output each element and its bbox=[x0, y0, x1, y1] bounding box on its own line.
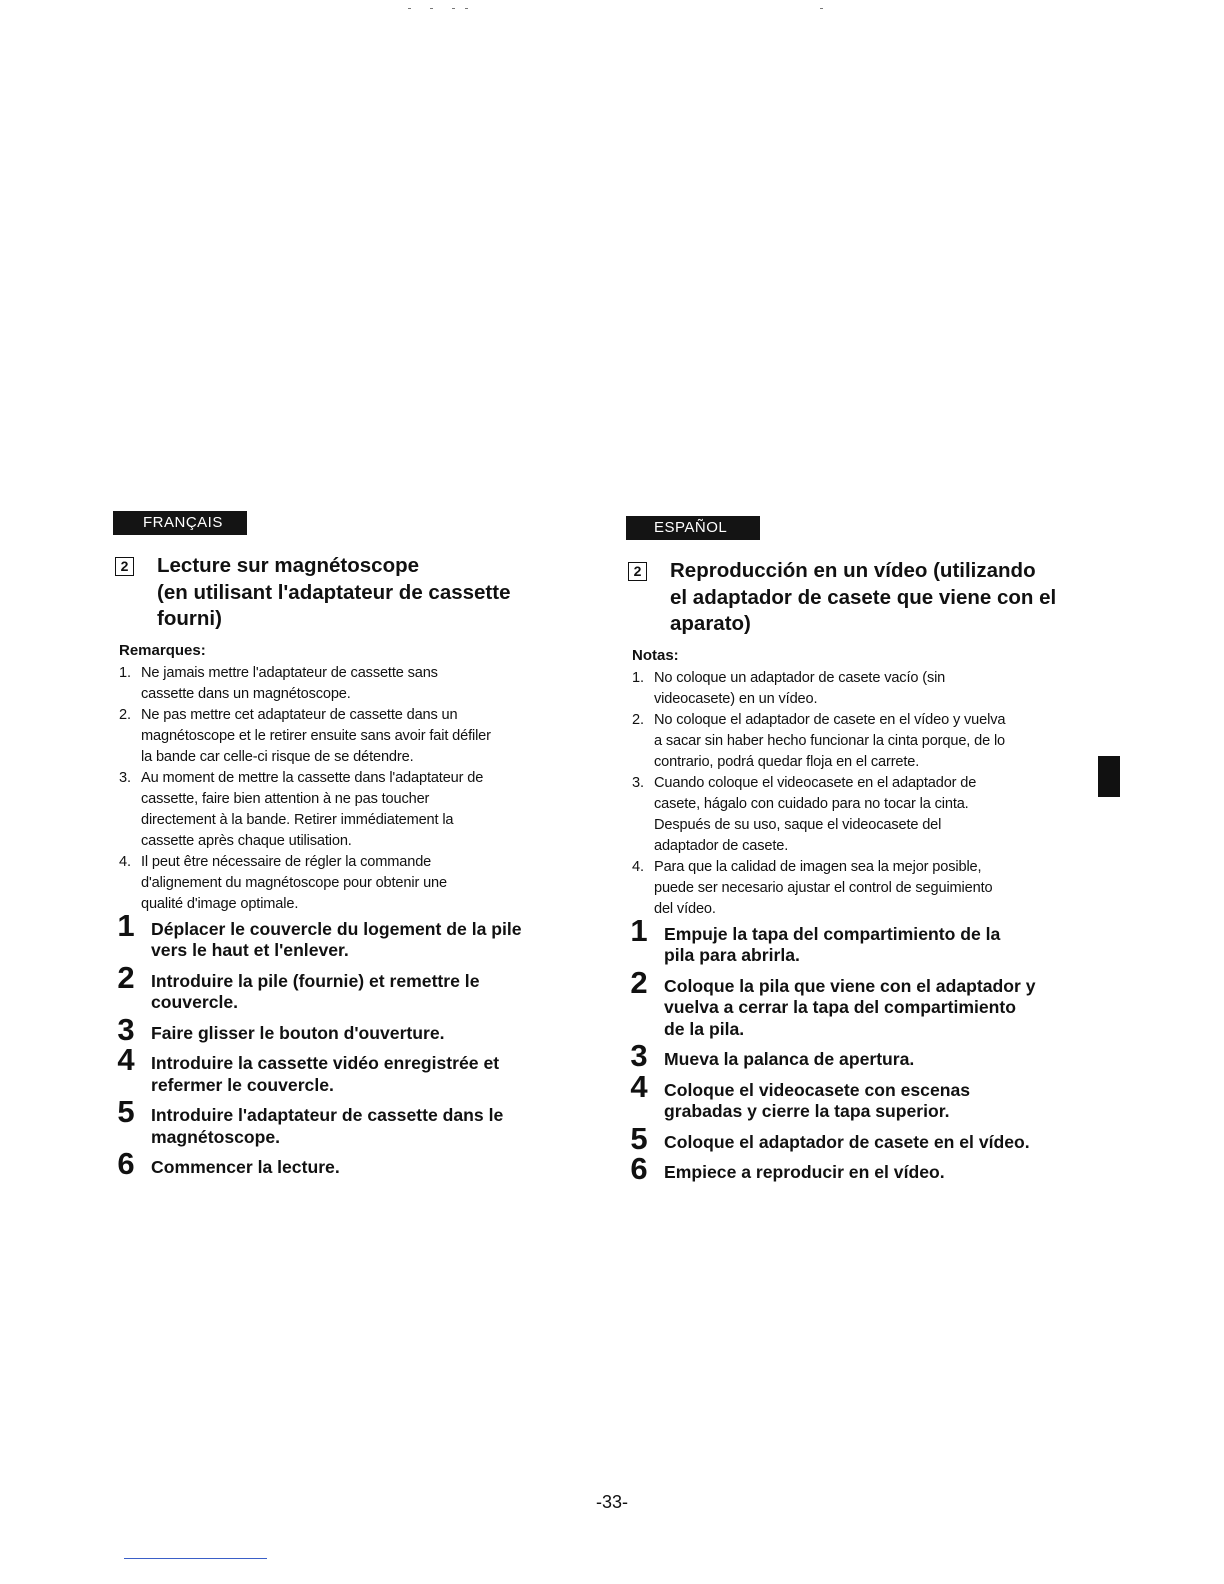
french-section-number: 2 bbox=[115, 557, 134, 576]
step-line: Introduire la cassette vidéo enregistrée et bbox=[151, 1053, 500, 1073]
note-line: casete, hágalo con cuidado para no tocar la cinta. bbox=[654, 795, 969, 812]
french-section-heading bbox=[113, 553, 583, 633]
step-text bbox=[151, 1023, 583, 1045]
step-item bbox=[626, 1151, 1086, 1186]
step-number: 3 bbox=[117, 1011, 135, 1047]
note-line: Cuando coloque el videocasete en el adaptador de bbox=[654, 774, 977, 791]
step-item bbox=[113, 1042, 583, 1096]
french-column bbox=[113, 511, 583, 1188]
spanish-language-tab: ESPAÑOL bbox=[626, 516, 760, 540]
note-line: No coloque un adaptador de casete vacío (sin bbox=[654, 669, 946, 686]
spanish-section-number: 2 bbox=[628, 562, 647, 581]
footer-rule bbox=[124, 1558, 267, 1559]
note-line: Au moment de mettre la cassette dans l'adaptateur de bbox=[141, 769, 484, 786]
spanish-section-heading bbox=[626, 558, 1086, 638]
scan-speck bbox=[452, 8, 455, 9]
step-number: 3 bbox=[630, 1038, 648, 1073]
note-line: adaptador de casete. bbox=[654, 837, 789, 854]
step-text bbox=[151, 919, 583, 962]
french-note-list bbox=[113, 663, 583, 915]
step-text bbox=[664, 1132, 1086, 1154]
title-line: aparato) bbox=[670, 612, 751, 635]
step-line: Coloque el adaptador de casete en el vídeo. bbox=[664, 1131, 1030, 1152]
spanish-step-list bbox=[626, 912, 1086, 1186]
title-line: fourni) bbox=[157, 607, 222, 630]
step-line: Empiece a reproducir en el vídeo. bbox=[664, 1162, 945, 1182]
section-index-marker bbox=[1098, 756, 1120, 797]
scan-specks bbox=[408, 8, 828, 12]
step-line: Commencer la lecture. bbox=[151, 1157, 340, 1177]
step-number: 4 bbox=[630, 1068, 648, 1104]
step-number: 5 bbox=[630, 1120, 648, 1156]
step-text bbox=[664, 1080, 1086, 1123]
step-item bbox=[113, 1094, 583, 1148]
french-language-tab: FRANÇAIS bbox=[113, 511, 247, 535]
step-item bbox=[626, 1038, 1086, 1073]
note-line: Después de su uso, saque el videocasete del bbox=[654, 816, 942, 833]
note-number: 2. bbox=[119, 706, 131, 723]
scan-speck bbox=[430, 8, 433, 9]
note-line: directement à la bande. Retirer immédiatement la bbox=[141, 811, 454, 828]
note-number: 2. bbox=[632, 711, 644, 728]
step-line: Coloque la pila que viene con el adaptador y bbox=[664, 975, 1036, 996]
step-item bbox=[626, 1120, 1086, 1156]
step-line: Faire glisser le bouton d'ouverture. bbox=[151, 1022, 445, 1043]
note-item bbox=[113, 768, 583, 852]
note-line: No coloque el adaptador de casete en el vídeo y vuelva bbox=[654, 711, 1006, 728]
step-item bbox=[113, 1146, 583, 1181]
spanish-note-list bbox=[626, 668, 1086, 920]
step-line: de la pila. bbox=[664, 1018, 745, 1039]
note-number: 3. bbox=[632, 774, 644, 791]
note-line: a sacar sin haber hecho funcionar la cinta porque, de lo bbox=[654, 732, 1005, 749]
step-line: vuelva a cerrar la tapa del compartimiento bbox=[664, 997, 1017, 1017]
note-line: Ne pas mettre cet adaptateur de cassette dans un bbox=[141, 706, 458, 723]
spanish-section-title bbox=[670, 558, 1086, 638]
step-item bbox=[113, 907, 583, 962]
note-number: 4. bbox=[632, 858, 644, 875]
step-item bbox=[626, 1068, 1086, 1123]
step-text bbox=[151, 971, 583, 1014]
spanish-notes-heading: Notas: bbox=[632, 646, 679, 664]
step-line: Mueva la palanca de apertura. bbox=[664, 1049, 915, 1069]
note-line: d'alignement du magnétoscope pour obtenir une bbox=[141, 874, 447, 891]
step-line: Introduire la pile (fournie) et remettre le bbox=[151, 970, 480, 991]
step-line: Introduire l'adaptateur de cassette dans le bbox=[151, 1105, 504, 1125]
note-number: 1. bbox=[119, 664, 131, 681]
scan-speck bbox=[408, 8, 411, 9]
note-item bbox=[626, 857, 1086, 920]
note-line: la bande car celle-ci risque de se détendre. bbox=[141, 748, 414, 765]
step-line: vers le haut et l'enlever. bbox=[151, 940, 349, 960]
title-line: el adaptador de casete que viene con el bbox=[670, 585, 1057, 609]
note-item bbox=[113, 705, 583, 768]
scan-speck bbox=[820, 8, 823, 9]
spanish-notes bbox=[626, 646, 1086, 920]
title-line: Reproducción en un vídeo (utilizando bbox=[670, 559, 1036, 582]
step-number: 1 bbox=[630, 912, 648, 948]
step-number: 1 bbox=[117, 907, 135, 943]
step-item bbox=[626, 912, 1086, 967]
note-line: cassette, faire bien attention à ne pas toucher bbox=[141, 790, 430, 807]
note-line: Ne jamais mettre l'adaptateur de cassette sans bbox=[141, 664, 438, 681]
step-line: magnétoscope. bbox=[151, 1126, 281, 1147]
step-number: 2 bbox=[630, 964, 648, 1000]
step-item bbox=[626, 964, 1086, 1041]
note-number: 4. bbox=[119, 853, 131, 870]
note-item bbox=[626, 668, 1086, 710]
french-notes bbox=[113, 641, 583, 915]
step-number: 6 bbox=[117, 1146, 135, 1181]
note-number: 1. bbox=[632, 669, 644, 686]
step-number: 5 bbox=[117, 1094, 135, 1129]
title-line: (en utilisant l'adaptateur de cassette bbox=[157, 580, 511, 604]
step-text bbox=[151, 1105, 583, 1148]
step-number: 6 bbox=[630, 1151, 648, 1186]
step-line: couvercle. bbox=[151, 992, 239, 1012]
note-line: qualité d'image optimale. bbox=[141, 895, 299, 912]
step-text bbox=[664, 976, 1086, 1041]
note-line: cassette dans un magnétoscope. bbox=[141, 685, 351, 702]
note-item bbox=[626, 710, 1086, 773]
step-item bbox=[113, 959, 583, 1014]
note-line: Para que la calidad de imagen sea la mejor posible, bbox=[654, 858, 982, 875]
step-line: refermer le couvercle. bbox=[151, 1074, 334, 1095]
note-line: puede ser necesario ajustar el control de seguimiento bbox=[654, 879, 993, 896]
step-text bbox=[151, 1053, 583, 1096]
step-text bbox=[664, 1049, 1086, 1071]
note-item bbox=[626, 773, 1086, 857]
spanish-column bbox=[626, 516, 1086, 1193]
note-item bbox=[113, 852, 583, 915]
note-item bbox=[113, 663, 583, 705]
french-step-list bbox=[113, 907, 583, 1181]
step-item bbox=[113, 1011, 583, 1047]
note-line: contrario, podrá quedar floja en el carrete. bbox=[654, 753, 920, 770]
note-line: cassette après chaque utilisation. bbox=[141, 832, 352, 849]
step-number: 2 bbox=[117, 959, 135, 995]
french-section-title bbox=[157, 553, 583, 633]
note-line: videocasete) en un vídeo. bbox=[654, 690, 818, 707]
scan-speck bbox=[465, 8, 468, 9]
note-line: Il peut être nécessaire de régler la commande bbox=[141, 853, 432, 870]
note-line: magnétoscope et le retirer ensuite sans avoir fait défiler bbox=[141, 727, 491, 744]
step-line: Déplacer le couvercle du logement de la pile bbox=[151, 918, 522, 939]
step-number: 4 bbox=[117, 1042, 135, 1077]
note-number: 3. bbox=[119, 769, 131, 786]
title-line: Lecture sur magnétoscope bbox=[157, 554, 420, 577]
step-text bbox=[664, 1162, 1086, 1184]
step-line: Empuje la tapa del compartimiento de la bbox=[664, 923, 1001, 944]
french-notes-heading: Remarques: bbox=[119, 641, 206, 659]
page-number: -33- bbox=[595, 1492, 628, 1512]
step-text bbox=[664, 924, 1086, 967]
note-line: del vídeo. bbox=[654, 900, 716, 917]
step-line: grabadas y cierre la tapa superior. bbox=[664, 1101, 950, 1121]
step-text bbox=[151, 1157, 583, 1179]
step-line: Coloque el videocasete con escenas bbox=[664, 1079, 971, 1100]
step-line: pila para abrirla. bbox=[664, 945, 800, 965]
